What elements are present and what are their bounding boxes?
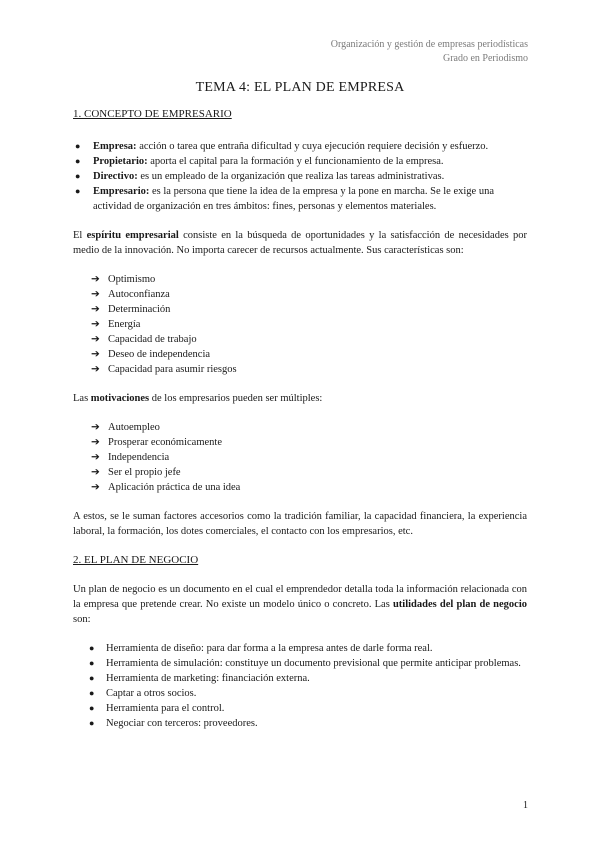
arrow-right-icon: ➔ <box>91 364 100 375</box>
arrow-right-icon: ➔ <box>91 452 100 463</box>
document-body <box>73 102 527 731</box>
header-course: Organización y gestión de empresas periodísticas <box>330 39 528 50</box>
document-title: TEMA 4: EL PLAN DE EMPRESA <box>195 80 405 95</box>
definition-item: ● Directivo: es un empleado de la organización que realiza las tareas administrativas. <box>75 171 445 182</box>
list-item: ➔ Autoempleo <box>91 422 160 433</box>
list-item: ● Herramienta para el control. <box>89 703 225 714</box>
list-item: ➔ Autoconfianza <box>91 289 170 300</box>
list-item: ➔ Aplicación práctica de una idea <box>91 482 241 493</box>
bullet-icon: ● <box>75 171 81 181</box>
motivations-list <box>73 420 527 495</box>
bullet-icon: ● <box>89 718 95 728</box>
definition-item: ● Empresario: es la persona que tiene la idea de la empresa y la pone en marcha. Se le exige una actividad de organización en tres ámbitos: fines, personas y elementos materiales. <box>75 186 494 212</box>
list-item: ➔ Independencia <box>91 452 170 463</box>
bullet-icon: ● <box>89 688 95 698</box>
bullet-icon: ● <box>89 643 95 653</box>
motivations-paragraph: Las motivaciones de los empresarios pueden ser múltiples: <box>73 393 323 404</box>
definition-item: ● Propietario: aporta el capital para la formación y el funcionamiento de la empresa. <box>75 156 444 167</box>
list-item: ● Captar a otros socios. <box>89 688 197 699</box>
list-item: ➔ Capacidad para asumir riesgos <box>91 364 237 375</box>
bullet-icon: ● <box>75 141 81 151</box>
list-item: ➔ Deseo de independencia <box>91 349 211 360</box>
list-item: ● Herramienta de marketing: financiación externa. <box>89 673 310 684</box>
arrow-right-icon: ➔ <box>91 482 100 493</box>
arrow-right-icon: ➔ <box>91 274 100 285</box>
page-number: 1 <box>523 800 528 811</box>
definition-item: ● Empresa: acción o tarea que entraña dificultad y cuya ejecución requiere decisión y esfuerzo. <box>75 141 489 152</box>
header-degree: Grado en Periodismo <box>443 53 528 64</box>
arrow-right-icon: ➔ <box>91 349 100 360</box>
list-item: ➔ Energía <box>91 319 141 330</box>
section-1-heading: 1. CONCEPTO DE EMPRESARIO <box>73 108 232 120</box>
arrow-right-icon: ➔ <box>91 437 100 448</box>
factors-paragraph: A estos, se le suman factores accesorios como la tradición familiar, la capacidad financiera, la experiencia laboral, la formación, los dotes comerciales, el contacto con los empresarios, etc. <box>73 511 527 537</box>
bullet-icon: ● <box>89 673 95 683</box>
bullet-icon: ● <box>89 703 95 713</box>
characteristics-list <box>73 272 527 377</box>
arrow-right-icon: ➔ <box>91 289 100 300</box>
list-item: ➔ Ser el propio jefe <box>91 467 181 478</box>
definitions-list <box>73 139 527 214</box>
arrow-right-icon: ➔ <box>91 422 100 433</box>
list-item: ● Negociar con terceros: proveedores. <box>89 718 258 729</box>
list-item: ● Herramienta de diseño: para dar forma a la empresa antes de darle forma real. <box>89 643 433 654</box>
bullet-icon: ● <box>75 156 81 166</box>
list-item: ➔ Optimismo <box>91 274 156 285</box>
page-header <box>331 38 528 66</box>
list-item: ➔ Determinación <box>91 304 171 315</box>
bullet-icon: ● <box>75 186 81 196</box>
bullet-icon: ● <box>89 658 95 668</box>
arrow-right-icon: ➔ <box>91 334 100 345</box>
business-plan-intro: Un plan de negocio es un documento en el cual el emprendedor detalla toda la información relacionada con la empresa que pretende crear. No existe un modelo único o concreto. Las utilidades del plan de negocio son: <box>73 584 527 625</box>
arrow-right-icon: ➔ <box>91 467 100 478</box>
list-item: ➔ Capacidad de trabajo <box>91 334 197 345</box>
spirit-paragraph: El espíritu empresarial consiste en la búsqueda de oportunidades y la satisfacción de necesidades por medio de la innovación. No importa carecer de recursos actualmente. Sus características son: <box>73 230 527 256</box>
list-item: ➔ Prosperar económicamente <box>91 437 222 448</box>
utilities-list <box>73 641 527 731</box>
list-item: ● Herramienta de simulación: constituye un documento previsional que permite anticipar problemas. <box>89 658 521 669</box>
arrow-right-icon: ➔ <box>91 304 100 315</box>
section-2-heading: 2. EL PLAN DE NEGOCIO <box>73 554 199 566</box>
arrow-right-icon: ➔ <box>91 319 100 330</box>
